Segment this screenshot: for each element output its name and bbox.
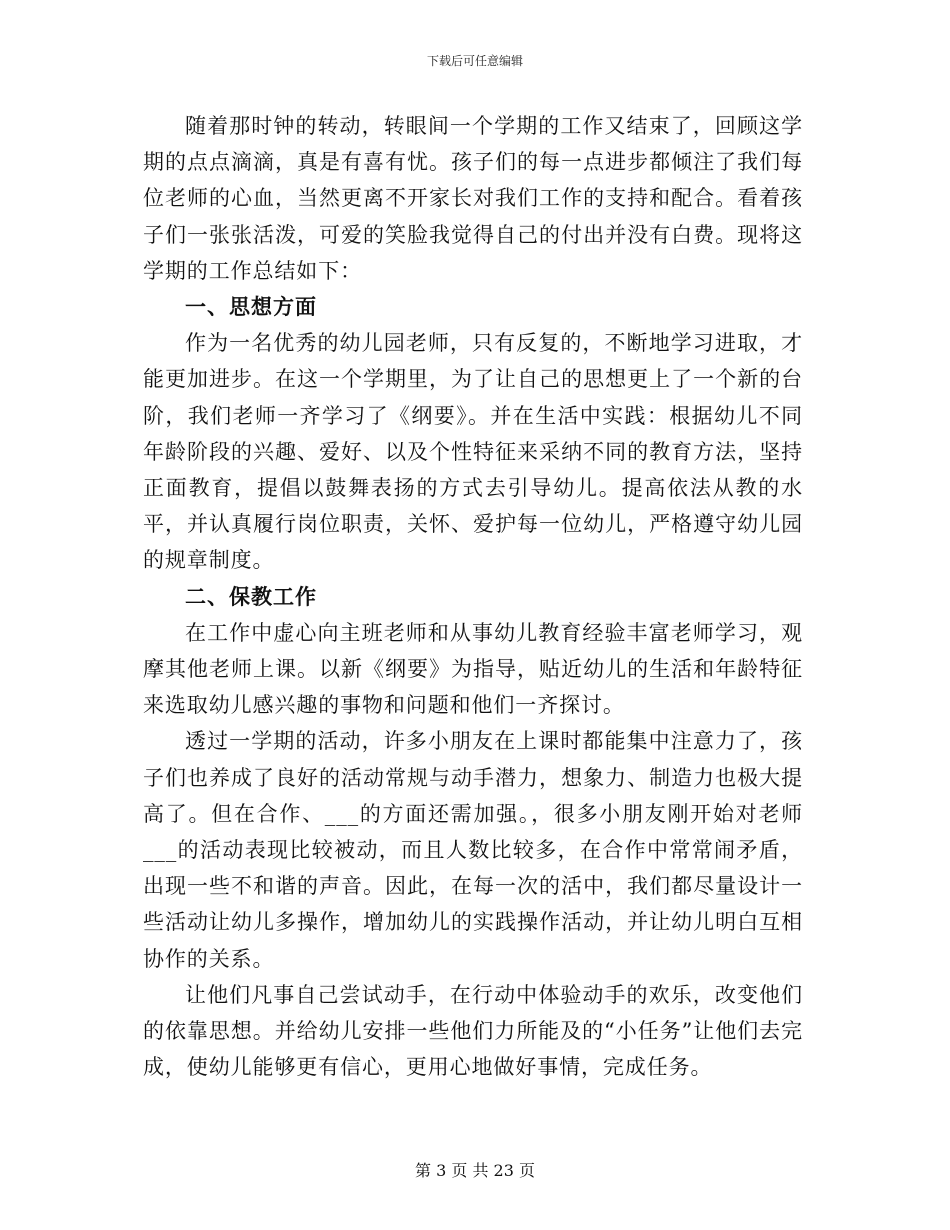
section-heading-thought: 一、思想方面 <box>185 295 317 320</box>
paragraph-teaching-3: 让他们凡事自己尝试动手，在行动中体验动手的欢乐，改变他们的依靠思想。并给幼儿安排一些他们力所能及的“小任务”让他们去完成，使幼儿能够更有信心，更用心地做好事情，完成任务。 <box>143 982 803 1080</box>
header-note: 下载后可任意编辑 <box>426 54 523 68</box>
page-number: 第 3 页 共 23 页 <box>415 1161 535 1180</box>
section-heading-teaching: 二、保教工作 <box>185 584 317 609</box>
paragraph-intro: 随着那时钟的转动，转眼间一个学期的工作又结束了，回顾这学期的点点滴滴，真是有喜有忧。孩子们的每一点进步都倾注了我们每位老师的心血，当然更离不开家长对我们工作的支持和配合。看着孩子们一张张活泼，可爱的笑脸我觉得自己的付出并没有白费。现将这学期的工作总结如下： <box>143 114 803 283</box>
paragraph-teaching-2: 透过一学期的活动，许多小朋友在上课时都能集中注意力了，孩子们也养成了良好的活动常规与动手潜力，想象力、制造力也极大提高了。但在合作、___的方面还需加强。，很多小朋友刚开始对老师___的活动表现比较被动，而且人数比较多，在合作中常常闹矛盾，出现一些不和谐的声音。因此，在每一次的活中，我们都尽量设计一些活动让幼儿多操作，增加幼儿的实践操作活动，并让幼儿明白互相协作的关系。 <box>143 729 803 971</box>
document-body <box>143 108 803 1085</box>
paragraph-teaching-1: 在工作中虚心向主班老师和从事幼儿教育经验丰富老师学习，观摩其他老师上课。以新《纲要》为指导，贴近幼儿的生活和年龄特征来选取幼儿感兴趣的事物和问题和他们一齐探讨。 <box>143 620 803 718</box>
paragraph-thought: 作为一名优秀的幼儿园老师，只有反复的，不断地学习进取，才能更加进步。在这一个学期里，为了让自己的思想更上了一个新的台阶，我们老师一齐学习了《纲要》。并在生活中实践：根据幼儿不同年龄阶段的兴趣、爱好、以及个性特征来采纳不同的教育方法，坚持正面教育，提倡以鼓舞表扬的方式去引导幼儿。提高依法从教的水平，并认真履行岗位职责，关怀、爱护每一位幼儿，严格遵守幼儿园的规章制度。 <box>143 331 803 573</box>
